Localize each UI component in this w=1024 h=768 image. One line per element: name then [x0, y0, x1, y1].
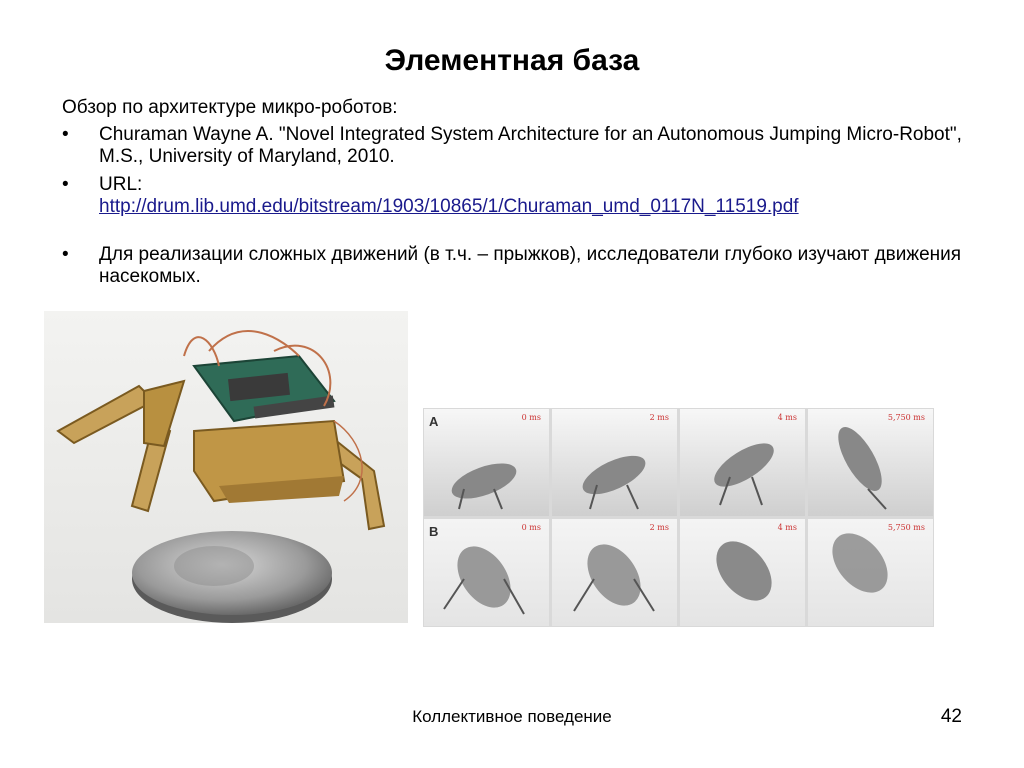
- bullet-list: [62, 124, 962, 294]
- frame-a4: [808, 409, 933, 516]
- row-label-b: B: [429, 524, 439, 539]
- frame-b1: [424, 519, 549, 626]
- micro-robot-illustration: [44, 311, 408, 623]
- bullet-item-reference: [62, 124, 962, 168]
- frame-a3: [680, 409, 805, 516]
- frame-time: 2 ms: [649, 523, 669, 532]
- frame-a2: [552, 409, 677, 516]
- insect-jump-sequence: [423, 408, 934, 627]
- frame-time: 0 ms: [521, 413, 541, 422]
- bullet-marker: •: [62, 174, 69, 195]
- frame-b2: [552, 519, 677, 626]
- frame-time: 2 ms: [649, 413, 669, 422]
- intro-text: Обзор по архитектуре микро-роботов:: [62, 97, 398, 118]
- slide-title: Элементная база: [384, 44, 640, 77]
- insect-side-icon: [808, 409, 933, 516]
- insect-front-icon: [552, 519, 677, 626]
- url-label: URL:: [99, 174, 143, 195]
- insect-front-icon: [424, 519, 549, 626]
- bullet-item-insects: [62, 244, 962, 288]
- frame-time: 5,750 ms: [887, 523, 925, 532]
- frame-time: 5,750 ms: [887, 413, 925, 422]
- frame-time: 4 ms: [777, 523, 797, 532]
- insect-side-icon: [680, 409, 805, 516]
- insect-side-icon: [424, 409, 549, 516]
- bullet-item-url: [62, 174, 962, 218]
- reference-text: Churaman Wayne A. "Novel Integrated System Architecture for an Autonomous Jumping Micro-Robot", M.S., University of Maryland, 2010.: [99, 124, 962, 167]
- insect-front-icon: [808, 519, 933, 626]
- frame-b3: [680, 519, 805, 626]
- frame-time: 0 ms: [521, 523, 541, 532]
- bullet-marker: •: [62, 244, 69, 265]
- insect-front-icon: [680, 519, 805, 626]
- micro-robot-photo: [44, 311, 408, 623]
- insects-text: Для реализации сложных движений (в т.ч. – прыжков), исследователи глубоко изучают движения насекомых.: [99, 244, 962, 287]
- insect-side-icon: [552, 409, 677, 516]
- row-label-a: A: [429, 414, 439, 429]
- frame-a1: [424, 409, 549, 516]
- bullet-marker: •: [62, 124, 69, 145]
- frame-b4: [808, 519, 933, 626]
- frame-time: 4 ms: [777, 413, 797, 422]
- page-number: 42: [940, 706, 962, 727]
- footer-text: Коллективное поведение: [412, 707, 612, 726]
- url-link[interactable]: http://drum.lib.umd.edu/bitstream/1903/10865/1/Churaman_umd_0117N_11519.pdf: [99, 196, 799, 217]
